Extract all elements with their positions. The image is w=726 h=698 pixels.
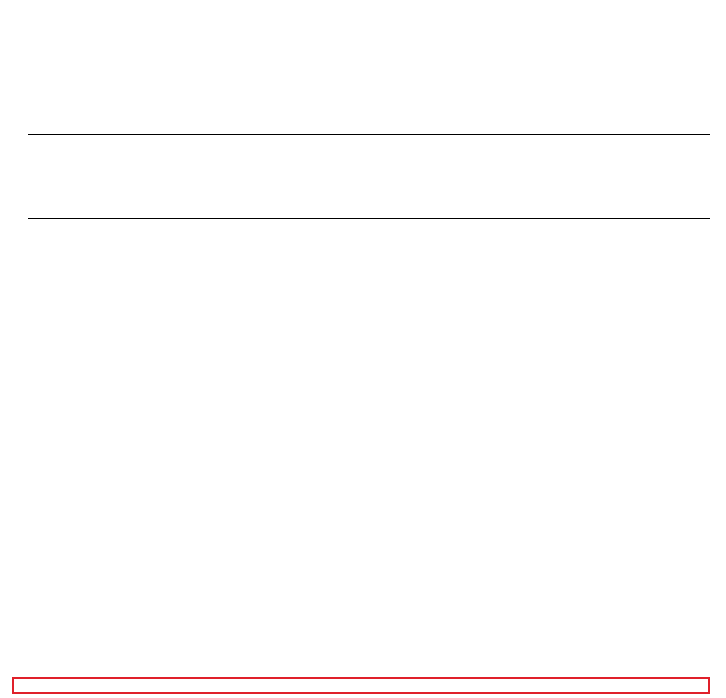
header-rule-top bbox=[28, 134, 710, 135]
header-rule-bottom bbox=[28, 218, 710, 219]
highlight-box bbox=[12, 677, 710, 694]
